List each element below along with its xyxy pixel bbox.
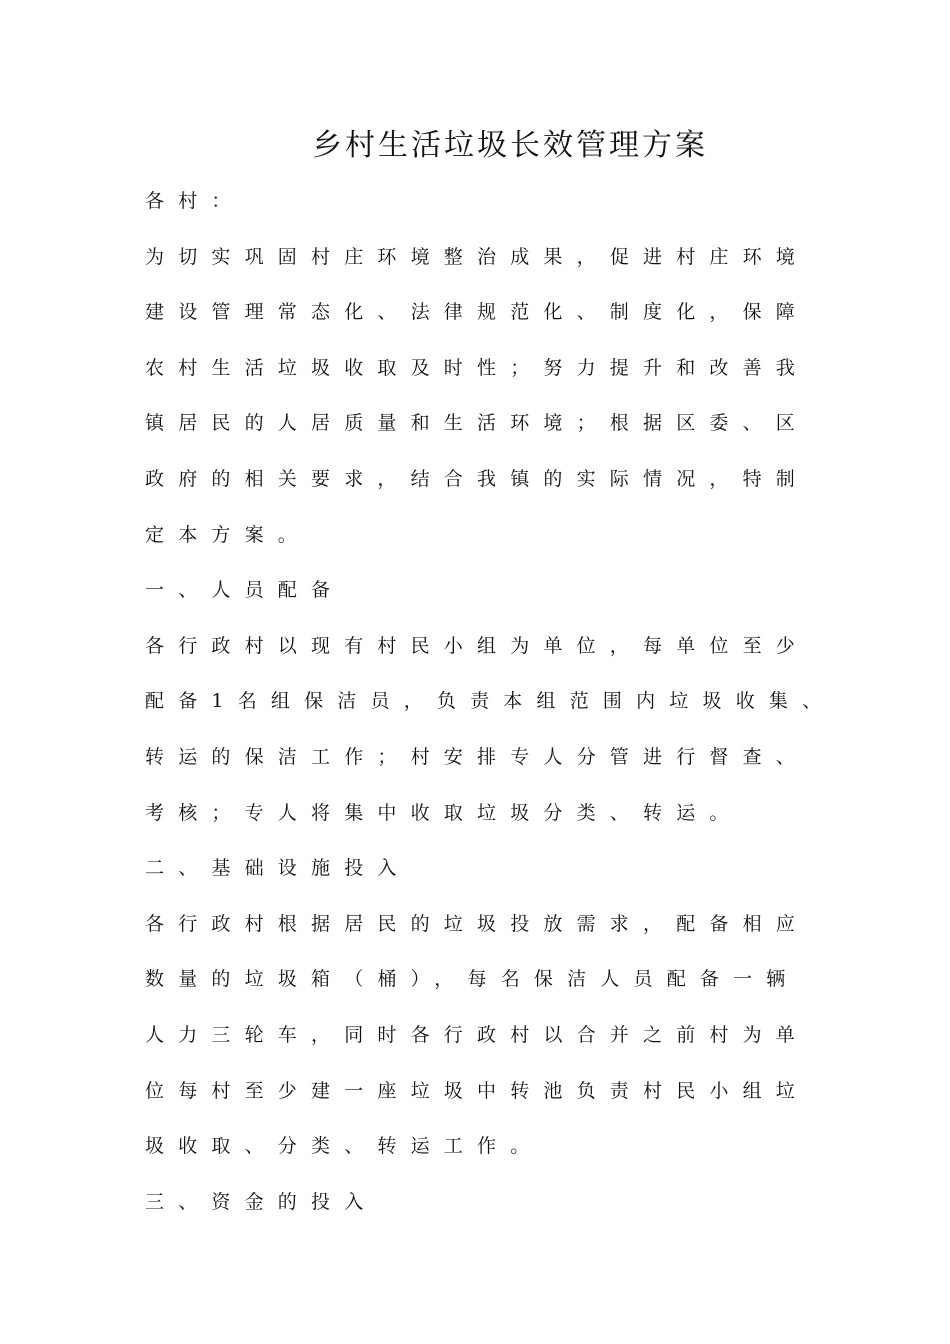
text-line: 各村： — [145, 190, 245, 212]
text-line: 人力三轮车，同时各行政村以合并之前村为单 — [145, 1023, 810, 1046]
text-line: 定本方案。 — [145, 523, 312, 546]
text-line: 考核；专人将集中收取垃圾分类、转运。 — [145, 801, 743, 824]
text-line: 各行政村以现有村民小组为单位，每单位至少 — [145, 634, 810, 657]
document-title: 乡村生活垃圾长效管理方案 — [312, 128, 708, 163]
text-line: 位每村至少建一座垃圾中转池负责村民小组垃 — [145, 1079, 810, 1102]
text-line: 各行政村根据居民的垃圾投放需求，配备相应 — [145, 912, 810, 935]
text-line: 圾收取、分类、转运工作。 — [145, 1135, 544, 1158]
text-line: 建设管理常态化、法律规范化、制度化，保障 — [145, 301, 810, 324]
section-heading: 三、资金的投入 — [145, 1190, 378, 1213]
text-line: 政府的相关要求，结合我镇的实际情况，特制 — [145, 467, 810, 490]
text-line: 数量的垃圾箱（桶），每名保洁人员配备一辆 — [145, 968, 800, 991]
text-line: 转运的保洁工作；村安排专人分管进行督查、 — [145, 745, 810, 768]
text-line: 为切实巩固村庄环境整治成果，促进村庄环境 — [145, 245, 810, 268]
section-heading: 一、人员配备 — [145, 579, 345, 602]
text-line: 镇居民的人居质量和生活环境；根据区委、区 — [145, 412, 810, 435]
text-line: 配备1名组保洁员，负责本组范围内垃圾收集、 — [145, 690, 836, 713]
document-body — [145, 183, 845, 1239]
section-heading: 二、基础设施投入 — [145, 857, 411, 880]
text-line: 农村生活垃圾收取及时性；努力提升和改善我 — [145, 356, 810, 379]
